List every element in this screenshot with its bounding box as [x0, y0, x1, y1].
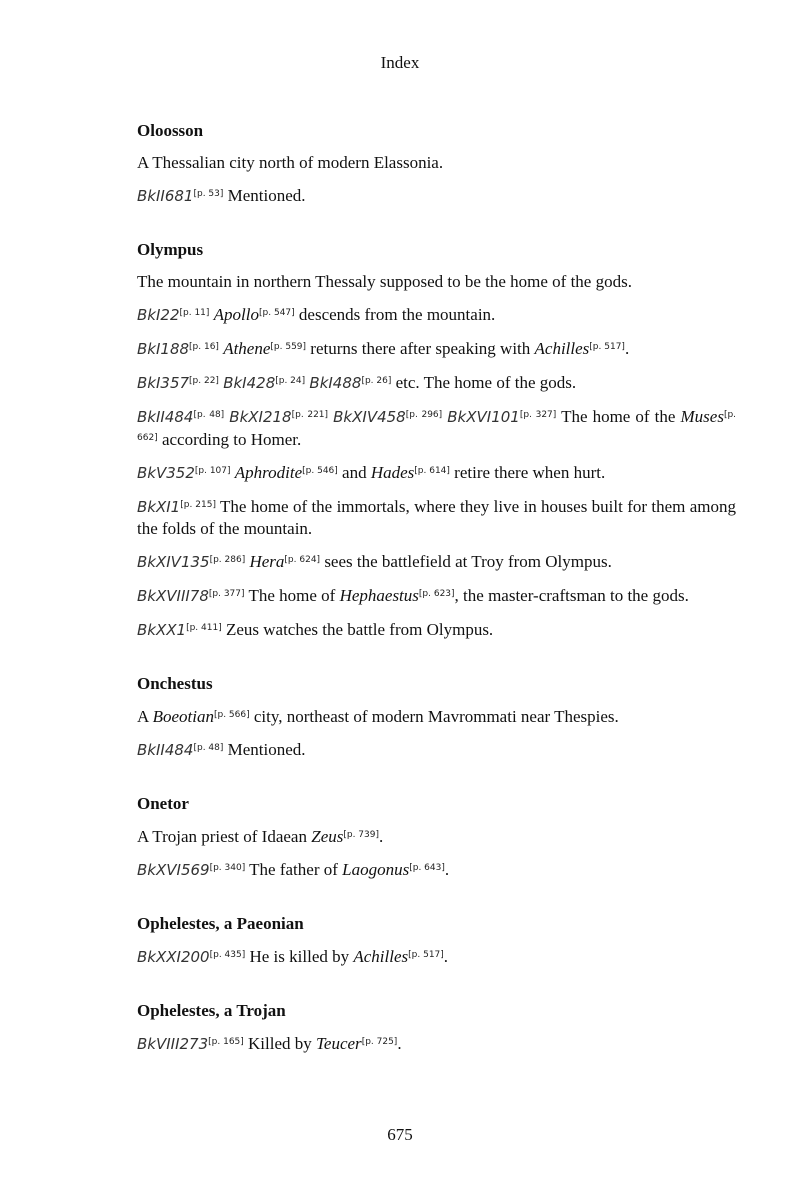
entry-line — [137, 271, 736, 292]
page-reference-link[interactable]: [p. 11] — [179, 308, 210, 318]
entry-text: Zeus watches the battle from Olympus. — [221, 620, 494, 639]
page-number: 675 — [387, 1125, 413, 1144]
entry-line — [137, 152, 736, 173]
index-entry — [137, 120, 736, 207]
entry-line — [137, 858, 736, 881]
cross-reference-name[interactable]: Athene — [223, 339, 271, 358]
entry-text: The mountain in northern Thessaly supposed to be the home of the gods. — [137, 272, 632, 291]
entry-text: . — [443, 947, 449, 966]
book-reference-link[interactable]: BkV352 — [137, 464, 195, 482]
page-reference-link[interactable]: [p. 435] — [209, 950, 246, 960]
entry-text: sees the battlefield at Troy from Olympus. — [320, 552, 612, 571]
cross-reference-name[interactable]: Hephaestus — [339, 586, 419, 605]
index-entry — [137, 1000, 736, 1055]
cross-reference-name[interactable]: Zeus — [311, 827, 344, 846]
cross-reference-name[interactable]: Aphrodite — [234, 463, 303, 482]
cross-reference-name[interactable]: Achilles — [353, 947, 409, 966]
page-reference-link[interactable]: [p. 221] — [291, 410, 329, 420]
page-reference-link[interactable]: [p. 22] — [189, 376, 219, 386]
page-reference-link[interactable]: [p. 296] — [405, 410, 443, 420]
book-reference-link[interactable]: BkXIV458 — [333, 408, 406, 426]
entry-line — [137, 405, 736, 450]
cross-reference-name[interactable]: Hera — [249, 552, 285, 571]
entry-line — [137, 184, 736, 207]
entry-text: and — [337, 463, 371, 482]
entry-text: etc. The home of the gods. — [391, 373, 577, 392]
index-content — [137, 120, 736, 1087]
page-reference-link[interactable]: [p. 725] — [361, 1037, 398, 1047]
book-reference-link[interactable]: BkXX1 — [137, 621, 187, 639]
book-reference-link[interactable]: BkI488 — [309, 374, 362, 392]
entry-title: Onetor — [137, 794, 189, 813]
entry-text: returns there after speaking with — [306, 339, 535, 358]
entry-text: . — [379, 827, 384, 846]
entry-title: Ophelestes, a Paeonian — [137, 914, 304, 933]
entry-line — [137, 550, 736, 573]
page-reference-link[interactable]: [p. 624] — [284, 555, 321, 565]
book-reference-link[interactable]: BkI357 — [137, 374, 190, 392]
entry-line — [137, 303, 736, 326]
entry-title: Onchestus — [137, 674, 213, 693]
book-reference-link[interactable]: BkII681 — [137, 187, 194, 205]
entry-text: according to Homer. — [157, 430, 302, 449]
page-reference-link[interactable]: [p. 327] — [519, 410, 557, 420]
entry-text: . — [624, 339, 630, 358]
entry-text: Mentioned. — [223, 186, 306, 205]
entry-text: retire there when hurt. — [449, 463, 606, 482]
page-reference-link[interactable]: [p. 107] — [194, 466, 231, 476]
book-reference-link[interactable]: BkXXI200 — [137, 948, 210, 966]
book-reference-link[interactable]: BkI22 — [137, 306, 180, 324]
page-reference-link[interactable]: [p. 517] — [589, 342, 625, 352]
entry-line — [137, 738, 736, 761]
cross-reference-name[interactable]: Apollo — [213, 305, 260, 324]
book-reference-link[interactable]: BkI188 — [137, 340, 190, 358]
page-reference-link[interactable]: [p. 517] — [408, 950, 444, 960]
page-reference-link[interactable]: [p. 53] — [193, 189, 224, 199]
book-reference-link[interactable]: BkII484 — [137, 408, 194, 426]
page-reference-link[interactable]: [p. 411] — [186, 623, 222, 633]
entry-text: The father of — [245, 860, 343, 879]
cross-reference-name[interactable]: Muses — [680, 407, 724, 426]
page-reference-link[interactable]: [p. 546] — [302, 466, 338, 476]
page-reference-link[interactable]: [p. 24] — [275, 376, 306, 386]
index-entry — [137, 793, 736, 881]
page-reference-link[interactable]: [p. 340] — [209, 863, 246, 873]
cross-reference-name[interactable]: Achilles — [534, 339, 590, 358]
entry-line — [137, 618, 736, 641]
entry-text: A Thessalian city north of modern Elassonia. — [137, 153, 444, 172]
entry-line — [137, 461, 736, 484]
book-reference-link[interactable]: BkVIII273 — [137, 1035, 209, 1053]
page-reference-link[interactable]: [p. 566] — [213, 710, 250, 720]
page-reference-link[interactable]: [p. 26] — [361, 376, 392, 386]
book-reference-link[interactable]: BkII484 — [137, 741, 194, 759]
entry-text: city, northeast of modern Mavrommati near Thespies. — [249, 707, 619, 726]
cross-reference-name[interactable]: Teucer — [316, 1034, 362, 1053]
entry-text: A Trojan priest of Idaean — [137, 827, 312, 846]
entry-text: . — [444, 860, 450, 879]
cross-reference-name[interactable]: Laogonus — [342, 860, 410, 879]
book-reference-link[interactable]: BkXVIII78 — [137, 587, 209, 605]
page-reference-link[interactable]: [p. 16] — [189, 342, 219, 352]
entry-text: The home of — [244, 586, 340, 605]
page-reference-link[interactable]: [p. 377] — [208, 589, 245, 599]
index-entry — [137, 239, 736, 641]
entry-line — [137, 825, 736, 847]
entry-line — [137, 1032, 736, 1055]
page-reference-link[interactable]: [p. 48] — [193, 743, 224, 753]
page-reference-link[interactable]: [p. 739] — [343, 830, 379, 840]
page-reference-link[interactable]: [p. 643] — [409, 863, 445, 873]
entry-title: Olympus — [137, 240, 204, 259]
entry-text: , the master-craftsman to the gods. — [454, 586, 689, 605]
page-reference-link[interactable]: [p. 662] — [137, 410, 737, 443]
entry-line — [137, 945, 736, 968]
page-reference-link[interactable]: [p. 48] — [193, 410, 225, 420]
entry-text: descends from the mountain. — [294, 305, 496, 324]
entry-text: Killed by — [243, 1034, 317, 1053]
page-reference-link[interactable]: [p. 559] — [270, 342, 307, 352]
page-reference-link[interactable]: [p. 623] — [418, 589, 455, 599]
book-reference-link[interactable]: BkXIV135 — [137, 553, 210, 571]
page-reference-link[interactable]: [p. 614] — [414, 466, 450, 476]
cross-reference-name[interactable]: Boeotian — [152, 707, 214, 726]
cross-reference-name[interactable]: Hades — [370, 463, 415, 482]
entry-text: The home of the — [556, 407, 681, 426]
entry-title: Oloosson — [137, 121, 204, 140]
entry-text: Mentioned. — [223, 740, 306, 759]
entry-line — [137, 337, 736, 360]
entry-text: He is killed by — [245, 947, 354, 966]
book-reference-link[interactable]: BkXVI101 — [447, 408, 520, 426]
index-entry — [137, 673, 736, 761]
entry-text: . — [397, 1034, 402, 1053]
page-reference-link[interactable]: [p. 547] — [259, 308, 295, 318]
entry-line — [137, 371, 736, 394]
index-entry — [137, 913, 736, 968]
entry-text: The home of the immortals, where they live in houses built for them among the folds of the mountain. — [137, 497, 736, 538]
book-reference-link[interactable]: BkXI218 — [229, 408, 292, 426]
page-reference-link[interactable]: [p. 215] — [180, 500, 216, 510]
entry-title: Ophelestes, a Trojan — [137, 1001, 286, 1020]
book-reference-link[interactable]: BkI428 — [223, 374, 276, 392]
page-reference-link[interactable]: [p. 286] — [209, 555, 246, 565]
entry-line — [137, 495, 736, 539]
entry-line — [137, 584, 736, 607]
running-header: Index — [380, 53, 420, 72]
entry-line — [137, 705, 736, 727]
book-reference-link[interactable]: BkXI1 — [137, 498, 181, 516]
book-reference-link[interactable]: BkXVI569 — [137, 861, 210, 879]
page-reference-link[interactable]: [p. 165] — [208, 1037, 244, 1047]
entry-text: A — [137, 707, 153, 726]
